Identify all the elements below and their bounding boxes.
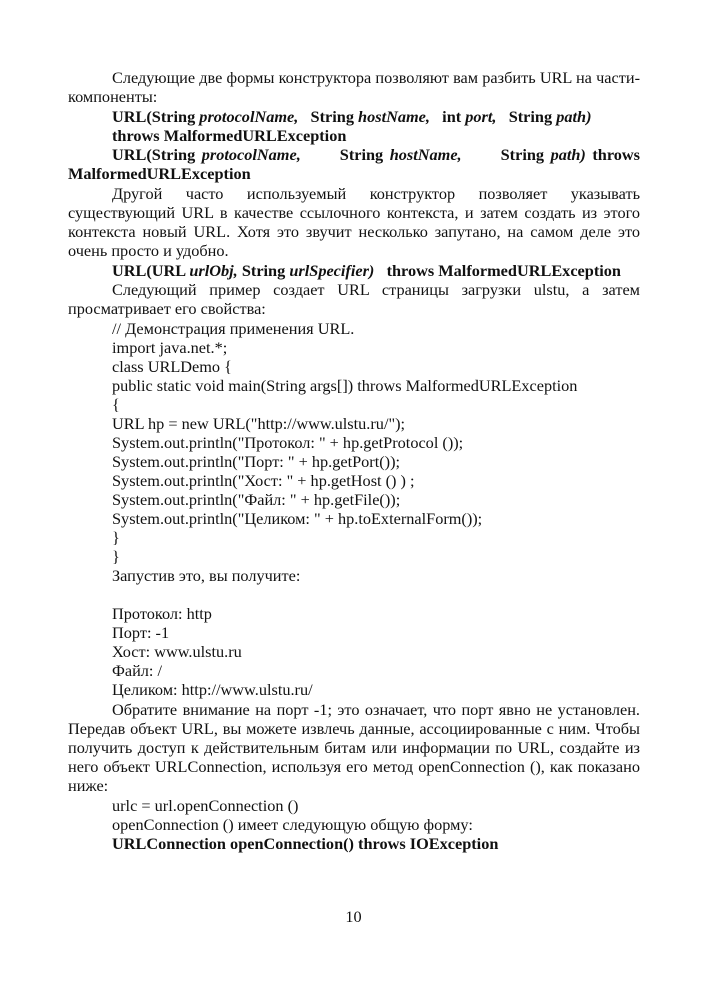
code-line: class URLDemo { [112, 357, 232, 376]
output-line: Целиком: http://www.ulstu.ru/ [112, 680, 313, 699]
code-line: // Демонстрация применения URL. [112, 319, 355, 338]
signature-url-three-args: URL(String protocolName, String hostName, String path) throws [112, 145, 641, 164]
paragraph-general-form: openConnection () имеет следующую общую форму: [112, 815, 473, 834]
paragraph-run-result: Запустив это, вы получите: [112, 566, 301, 585]
code-line-openconnection: urlc = url.openConnection () [112, 796, 299, 815]
code-line: System.out.println("Файл: " + hp.getFile()); [112, 490, 401, 509]
output-line: Хост: www.ulstu.ru [112, 642, 242, 661]
code-line: System.out.println("Целиком: " + hp.toExternalForm()); [112, 509, 483, 528]
code-line: } [112, 528, 120, 547]
signature-url-four-args-throws: throws MalformedURLException [112, 126, 347, 145]
output-line: Протокол: http [112, 604, 212, 623]
code-line: System.out.println("Порт: " + hp.getPort()); [112, 452, 401, 471]
code-line: System.out.println("Хост: " + hp.getHost () ) ; [112, 471, 415, 490]
paragraph-port-note: Обратите внимание на порт -1; это означает, что порт явно не установлен. Передав объект URL, вы можете извлечь данные, ассоциированные с ним. Чтобы получить доступ к действительным битам или информации по URL, создайте из него объект URLConnection, используя его метод openConnection (), как показано ниже: [68, 700, 640, 795]
signature-url-three-args-throws: MalformedURLException [68, 164, 251, 183]
paragraph-context-constructor: Другой часто используемый конструктор позволяет указывать существующий URL в качестве ссылочного контекста, и затем создать из этого контекста новый URL. Хотя это звучит несколько запутано, на самом деле это очень просто и удобно. [68, 184, 640, 260]
paragraph-example-intro: Следующий пример создает URL страницы загрузки ulstu, а затем просматривает его свойства: [68, 280, 640, 318]
code-line: { [112, 395, 120, 414]
output-line: Файл: / [112, 661, 163, 680]
page-number: 10 [345, 907, 362, 926]
signature-url-four-args: URL(String protocolName, String hostName, int port, String path) [112, 107, 592, 126]
paragraph-constructor-intro: Следующие две формы конструктора позволяют вам разбить URL на части-компоненты: [68, 68, 640, 106]
code-line: import java.net.*; [112, 338, 228, 357]
signature-url-context: URL(URL urlObj, String urlSpecifier) throws MalformedURLException [112, 261, 621, 280]
code-line: public static void main(String args[]) throws MalformedURLException [112, 376, 578, 395]
signature-openconnection: URLConnection openConnection() throws IOException [112, 834, 499, 853]
code-line: URL hp = new URL("http://www.ulstu.ru/"); [112, 414, 406, 433]
code-line: System.out.println("Протокол: " + hp.getProtocol ()); [112, 433, 464, 452]
output-line: Порт: -1 [112, 623, 170, 642]
code-line: } [112, 547, 120, 566]
